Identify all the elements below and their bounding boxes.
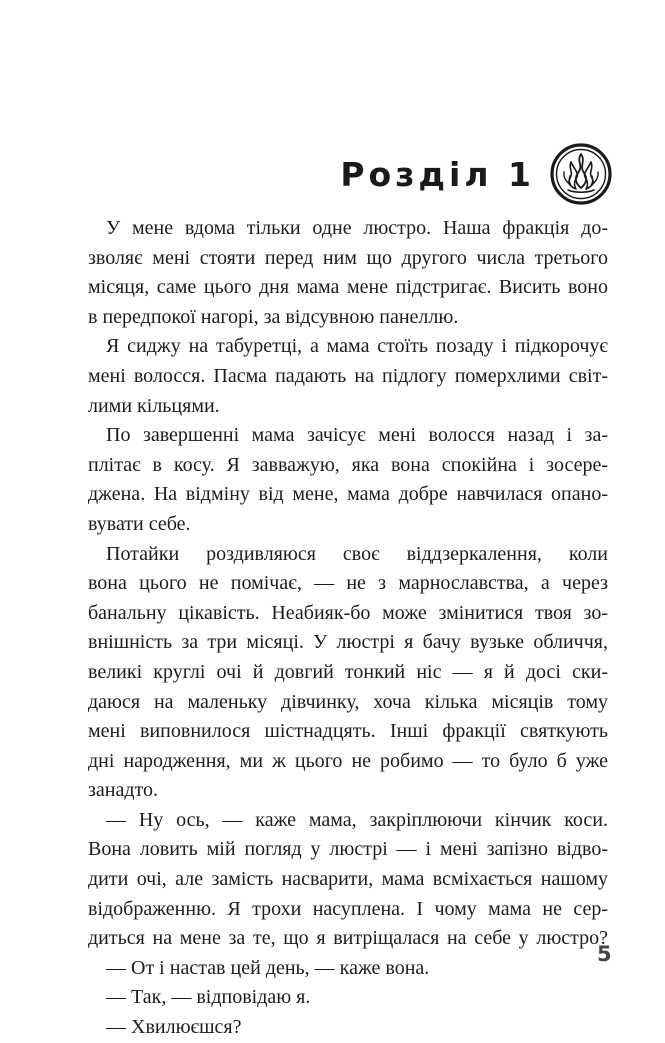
text-line: дити очі, але замість насварити, мама всміхається нашому [88, 868, 608, 891]
text-line: дні народження, ми ж цього не робимо — то було б уже [88, 749, 608, 772]
text-line: джена. На відміну від мене, мама добре навчилася опано- [88, 483, 608, 506]
text-line: — Хвилюєшся? [106, 1016, 242, 1039]
text-line: По завершенні мама зачісує мені волосся назад і за- [106, 424, 608, 447]
text-line: внішність за три місяці. У люстрі я бачу вузьке обличчя, [88, 631, 608, 654]
text-line: — Так, — відповідаю я. [106, 986, 311, 1009]
text-line: вувати себе. [88, 512, 191, 535]
paragraph-6 [88, 954, 608, 984]
text-line: занадто. [88, 779, 159, 802]
text-line: великі круглі очі й довгий тонкий ніс — я й досі ски- [88, 660, 608, 683]
text-line: мені виповнилося шістнадцять. Інші фракції святкують [88, 720, 608, 743]
paragraph-8 [88, 1013, 608, 1043]
text-line: — Ну ось, — каже мама, закріплюючи кінчик коси. [106, 808, 608, 831]
paragraph-7 [88, 983, 608, 1013]
paragraph-3 [88, 421, 608, 539]
text-line: — От і настав цей день, — каже вона. [106, 956, 430, 979]
text-line: в передпокої нагорі, за відсувною панеллю. [88, 305, 459, 328]
text-line: місяця, саме цього дня мама мене підстригає. Висить воно [88, 276, 608, 299]
text-line: відображенню. Я трохи насуплена. І чому мама не сер- [88, 897, 608, 920]
text-line: У мене вдома тільки одне люстро. Наша фракція до- [106, 217, 608, 239]
text-line: Я сиджу на табуретці, а мама стоїть позаду і підкорочує [106, 335, 608, 358]
text-line: даюся на маленьку дівчинку, хоча кілька місяців тому [88, 690, 608, 713]
text-line: плітає в косу. Я завважую, яка вона спокійна і зосере- [88, 453, 608, 476]
chapter-title: Розділ 1 [340, 154, 535, 194]
text-line: лими кільцями. [88, 394, 220, 417]
text-line: мені волосся. Пасма падають на підлогу померхлими світ- [88, 364, 608, 387]
paragraph-4 [88, 540, 608, 806]
paragraph-1 [88, 214, 608, 332]
chapter-heading [340, 140, 613, 208]
text-line: диться на мене за те, що я витріщалася на себе у люстро? [88, 927, 608, 950]
text-line: Потайки роздивляюся своє віддзеркалення, коли [106, 542, 608, 565]
text-line: вона цього не помічає, — не з марнославства, а через [88, 572, 608, 595]
text-line: зволяє мені стояти перед ним що другого числа третього [88, 246, 608, 269]
paragraph-2 [88, 332, 608, 421]
paragraph-5 [88, 806, 608, 954]
chapter-body-text [88, 214, 608, 1043]
page-number: 5 [597, 942, 612, 966]
text-line: Вона ловить мій погляд у люстрі — і мені запізно відво- [88, 838, 608, 861]
text-line: банальну цікавість. Неабияк-бо може змінитися твоя зо- [88, 601, 608, 624]
flame-circle-emblem-icon [549, 142, 613, 206]
